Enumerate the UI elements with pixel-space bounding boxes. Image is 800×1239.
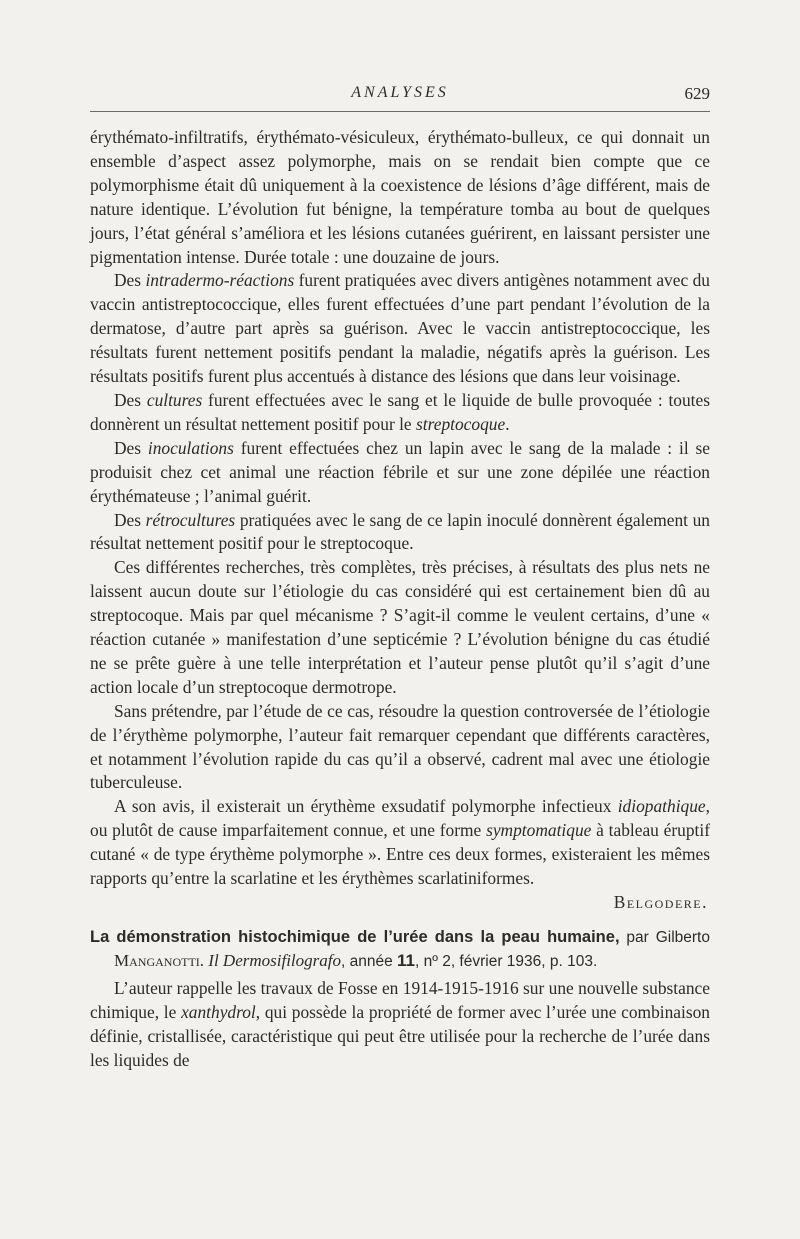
running-header	[90, 84, 710, 108]
text-run: .	[505, 413, 510, 434]
journal-name: Il Dermosifilografo	[208, 950, 341, 970]
paragraph-4	[90, 437, 710, 509]
year-label: , année	[340, 952, 398, 970]
text-run: A son avis, il existerait un érythème exsudatif polymorphe infectieux	[114, 796, 618, 817]
emphasis: cultures	[146, 389, 203, 410]
article-sep: .	[199, 950, 209, 970]
text-run: à tableau éruptif cutané « de type érythème polymorphe ». Entre ces deux formes, existeraient les mêmes rapports qu’entre la scarlatine et les érythèmes scarlatiniformes.	[90, 820, 710, 889]
paragraph-3	[90, 389, 710, 437]
paragraph-7: Sans prétendre, par l’étude de ce cas, résoudre la question controversée de l’étiologie de l’érythème polymorphe, l’auteur fait remarquer cependant que différents caractères, et notamment l’évolution rapide du cas qu’il a observé, cadrent mal avec une étiologie tuberculeuse.	[90, 700, 710, 793]
article-by: par Gilberto	[619, 928, 710, 946]
text-run: Des	[114, 270, 146, 291]
text-run: furent pratiquées avec divers antigènes notamment avec du vaccin antistreptococcique, elles furent effectuées d’une part pendant l’évolution de la dermatose, d’autre part après sa guérison. Avec le vaccin antistreptococcique, les résultats furent nettement positifs pendant la maladie, négatifs après la guérison. Les résultats positifs furent plus accentués à distance des lésions que dans leur voisinage.	[90, 270, 710, 387]
text-run: , qui possède la propriété de former avec l’urée une combinaison définie, cristallisée, caractéristique qui peut être utilisée pour la recherche de l’urée dans les liquides de	[90, 1001, 710, 1070]
text-run: furent effectuées chez un lapin avec le sang de la malade : il se produisit chez cet animal une réaction fébrile et sur une zone dépilée une réaction érythémateuse ; l’animal guérit.	[90, 437, 710, 506]
article-body	[90, 126, 710, 1073]
emphasis: streptocoque	[416, 413, 506, 434]
emphasis: inoculations	[147, 437, 234, 458]
paragraph-5	[90, 509, 710, 557]
article-heading	[90, 925, 710, 973]
emphasis: intradermo-réactions	[145, 270, 295, 291]
text-run: Des	[114, 437, 148, 458]
paragraph-2	[90, 269, 710, 389]
header-rule	[90, 111, 710, 112]
article-author: Manganotti	[114, 950, 200, 970]
text-run: furent effectuées avec le sang et le liquide de bulle provoquée : toutes donnèrent un résultat nettement positif pour le	[90, 389, 710, 434]
volume-number: 11	[397, 950, 415, 970]
text-run: Des	[114, 389, 147, 410]
text-run: Des	[114, 509, 146, 530]
text-run: L’auteur rappelle les travaux de Fosse en 1914-1915-1916 sur une nouvelle substance chimique, le	[90, 977, 710, 1022]
emphasis: xanthydrol	[181, 1001, 256, 1022]
paragraph-6: Ces différentes recherches, très complètes, très précises, à résultats des plus nets ne laissent aucun doute sur l’étiologie du cas considéré qui est certainement bien dû au streptocoque. Mais par quel mécanisme ? S’agit-il comme le veulent certains, d’une « réaction cutanée » manifestation d’une septicémie ? L’évolution bénigne du cas étudié ne se prête guère à une telle interprétation et l’auteur pense plutôt qu’il s’agit d’une action locale d’un streptocoque dermotrope.	[90, 557, 710, 697]
article-title: La démonstration histochimique de l’urée dans la peau humaine,	[90, 927, 620, 946]
signature: Belgodere.	[613, 892, 708, 912]
running-title: ANALYSES	[351, 84, 449, 101]
paragraph-8	[90, 795, 710, 891]
paragraph-1: érythémato-infiltratifs, érythémato-vésiculeux, érythémato-bulleux, ce qui donnait un ensemble d’aspect assez polymorphe, mais on se rendait bien compte que ce polymorphisme était dû uniquement à la coexistence de lésions d’âge différent, mais de nature identique. L’évolution fut bénigne, la température tomba au bout de quelques jours, l’état général s’améliora et les lésions cutanées guérirent, en laissant persister une pigmentation intense. Durée totale : une douzaine de jours.	[90, 127, 710, 267]
emphasis: rétrocultures	[145, 509, 236, 530]
text-run: , ou plutôt de cause imparfaitement connue, et une forme	[90, 796, 710, 841]
emphasis: symptomatique	[486, 820, 592, 841]
emphasis: idiopathique	[617, 796, 706, 817]
paragraph-9	[90, 977, 710, 1073]
text-run: pratiquées avec le sang de ce lapin inoculé donnèrent également un résultat nettement positif pour le streptocoque.	[90, 509, 710, 554]
page-number: 629	[684, 84, 710, 103]
citation-rest: , nº 2, février 1936, p. 103.	[415, 952, 598, 970]
